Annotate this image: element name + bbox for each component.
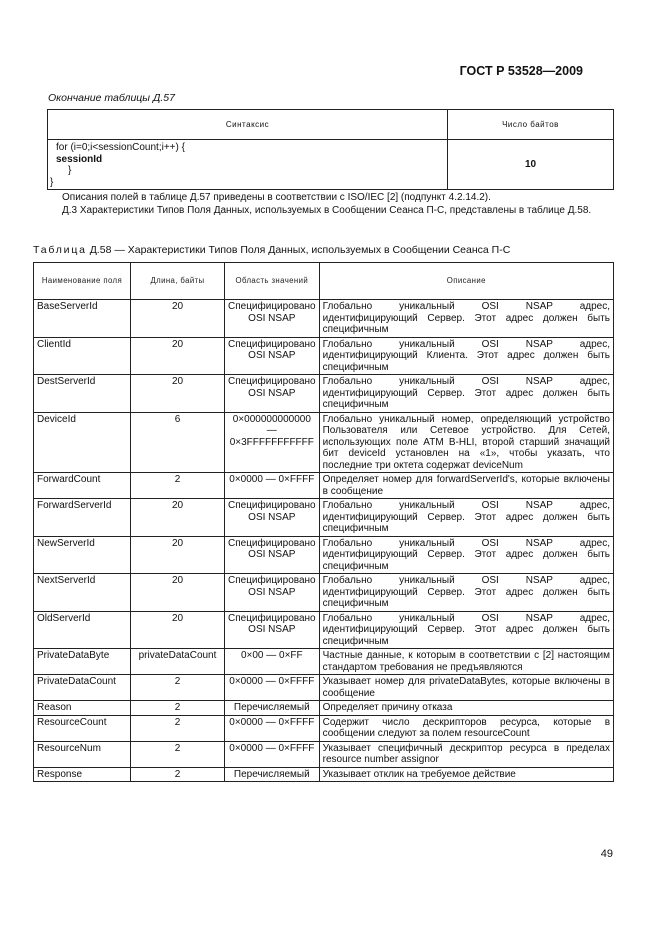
length-cell: 20	[131, 574, 225, 612]
value-range-cell: Специфицировано OSI NSAP	[225, 499, 320, 537]
syntax-header: Синтаксис	[48, 110, 448, 140]
table-caption-prefix: Таблица	[33, 244, 87, 256]
code-line: for (i=0;i<sessionCount;i++) {	[56, 142, 185, 153]
code-line: }	[68, 165, 72, 176]
description-cell: Глобально уникальный OSI NSAP адрес, идентифицирующий Сервер. Этот адрес должен быть специфичным	[319, 536, 613, 574]
header-value-range: Область значений	[225, 263, 320, 300]
value-range-cell: Перечисляемый	[225, 701, 320, 716]
page-number: 49	[600, 848, 613, 860]
description-cell: Указывает номер для privateDataBytes, которые включены в сообщение	[319, 675, 613, 701]
table-row	[34, 337, 614, 375]
syntax-code-cell	[48, 140, 448, 190]
field-name-cell: OldServerId	[34, 611, 131, 649]
table-caption	[33, 244, 510, 256]
field-name-cell: DeviceId	[34, 412, 131, 473]
document-header: ГОСТ Р 53528—2009	[459, 64, 583, 78]
length-cell: 20	[131, 337, 225, 375]
value-range-cell: 0×0000 — 0×FFFF	[225, 741, 320, 767]
field-name-cell: PrivateDataByte	[34, 649, 131, 675]
field-types-header-row	[34, 263, 614, 300]
value-range-cell: Специфицировано OSI NSAP	[225, 611, 320, 649]
length-cell: 2	[131, 715, 225, 741]
value-range-cell: Перечисляемый	[225, 767, 320, 782]
value-range-cell: 0×0000 — 0×FFFF	[225, 715, 320, 741]
paragraph: Д.3 Характеристики Типов Поля Данных, используемых в Сообщении Сеанса П-С, представлены в таблице Д.58.	[62, 205, 592, 216]
length-cell: 2	[131, 741, 225, 767]
table-row	[34, 375, 614, 413]
length-cell: 20	[131, 499, 225, 537]
length-cell: 6	[131, 412, 225, 473]
table-row	[34, 412, 614, 473]
bytes-value: 10	[448, 140, 614, 190]
length-cell: 2	[131, 701, 225, 716]
field-name-cell: DestServerId	[34, 375, 131, 413]
description-cell: Глобально уникальный OSI NSAP адрес, идентифицирующий Сервер. Этот адрес должен быть специфичным	[319, 300, 613, 338]
paragraph: Описания полей в таблице Д.57 приведены в соответствии с ISO/IEC [2] (подпункт 4.2.14.2).	[62, 192, 491, 203]
value-range-cell: Специфицировано OSI NSAP	[225, 337, 320, 375]
table-row	[34, 574, 614, 612]
description-cell: Глобально уникальный OSI NSAP адрес, идентифицирующий Сервер. Этот адрес должен быть специфичным	[319, 611, 613, 649]
table-row	[34, 536, 614, 574]
description-cell: Содержит число дескрипторов ресурса, которые в сообщении следуют за полем resourceCount	[319, 715, 613, 741]
description-cell: Частные данные, к которым в соответствии с [2] настоящим стандартом требования не предъявляются	[319, 649, 613, 675]
value-range-cell: 0×0000 — 0×FFFF	[225, 473, 320, 499]
description-cell: Глобально уникальный OSI NSAP адрес, идентифицирующий Клиента. Этот адрес должен быть специфичным	[319, 337, 613, 375]
field-name-cell: BaseServerId	[34, 300, 131, 338]
code-line: sessionId	[56, 153, 103, 165]
table-row	[34, 611, 614, 649]
description-cell: Глобально уникальный номер, определяющий устройство Пользователя или Сетевое устройство. Для Сетей, использующих поле ATM B-HLI, второй старший значащий бит deviceId установлен на «1», чтобы указать, что последние три октета содержат deviceNum	[319, 412, 613, 473]
table-row	[34, 675, 614, 701]
table-row	[34, 767, 614, 782]
table-row	[34, 499, 614, 537]
code-line: }	[50, 176, 54, 188]
header-length: Длина, байты	[131, 263, 225, 300]
syntax-table	[47, 109, 614, 190]
value-range-cell: Специфицировано OSI NSAP	[225, 375, 320, 413]
field-name-cell: ResourceCount	[34, 715, 131, 741]
length-cell: 20	[131, 611, 225, 649]
field-name-cell: ResourceNum	[34, 741, 131, 767]
field-name-cell: ClientId	[34, 337, 131, 375]
field-name-cell: NewServerId	[34, 536, 131, 574]
description-cell: Указывает специфичный дескриптор ресурса в пределах resource number assignor	[319, 741, 613, 767]
table-caption-text: Д.58 — Характеристики Типов Поля Данных, используемых в Сообщении Сеанса П-С	[86, 244, 511, 256]
table-row	[34, 649, 614, 675]
description-cell: Глобально уникальный OSI NSAP адрес, идентифицирующий Сервер. Этот адрес должен быть специфичным	[319, 375, 613, 413]
length-cell: 2	[131, 767, 225, 782]
header-field-name: Наименование поля	[34, 263, 131, 300]
field-types-table	[33, 262, 614, 782]
table-row	[34, 741, 614, 767]
length-cell: 20	[131, 300, 225, 338]
bytes-header: Число байтов	[448, 110, 614, 140]
value-range-cell: 0×00 — 0×FF	[225, 649, 320, 675]
description-cell: Глобально уникальный OSI NSAP адрес, идентифицирующий Сервер. Этот адрес должен быть специфичным	[319, 499, 613, 537]
syntax-table-row	[48, 140, 614, 190]
field-name-cell: Response	[34, 767, 131, 782]
field-name-cell: NextServerId	[34, 574, 131, 612]
length-cell: 20	[131, 375, 225, 413]
table-continuation-caption: Окончание таблицы Д.57	[48, 92, 175, 104]
description-cell: Определяет причину отказа	[319, 701, 613, 716]
field-name-cell: PrivateDataCount	[34, 675, 131, 701]
field-name-cell: Reason	[34, 701, 131, 716]
field-name-cell: ForwardServerId	[34, 499, 131, 537]
value-range-cell: Специфицировано OSI NSAP	[225, 574, 320, 612]
length-cell: 2	[131, 473, 225, 499]
table-row	[34, 473, 614, 499]
syntax-table-header-row	[48, 110, 614, 140]
header-description: Описание	[319, 263, 613, 300]
value-range-cell: 0×000000000000 — 0×3FFFFFFFFFFF	[225, 412, 320, 473]
field-name-cell: ForwardCount	[34, 473, 131, 499]
description-cell: Определяет номер для forwardServerId's, которые включены в сообщение	[319, 473, 613, 499]
description-cell: Указывает отклик на требуемое действие	[319, 767, 613, 782]
value-range-cell: Специфицировано OSI NSAP	[225, 300, 320, 338]
value-range-cell: 0×0000 — 0×FFFF	[225, 675, 320, 701]
description-cell: Глобально уникальный OSI NSAP адрес, идентифицирующий Сервер. Этот адрес должен быть специфичным	[319, 574, 613, 612]
table-row	[34, 701, 614, 716]
table-row	[34, 715, 614, 741]
length-cell: 20	[131, 536, 225, 574]
value-range-cell: Специфицировано OSI NSAP	[225, 536, 320, 574]
table-row	[34, 300, 614, 338]
length-cell: 2	[131, 675, 225, 701]
length-cell: privateDataCount	[131, 649, 225, 675]
